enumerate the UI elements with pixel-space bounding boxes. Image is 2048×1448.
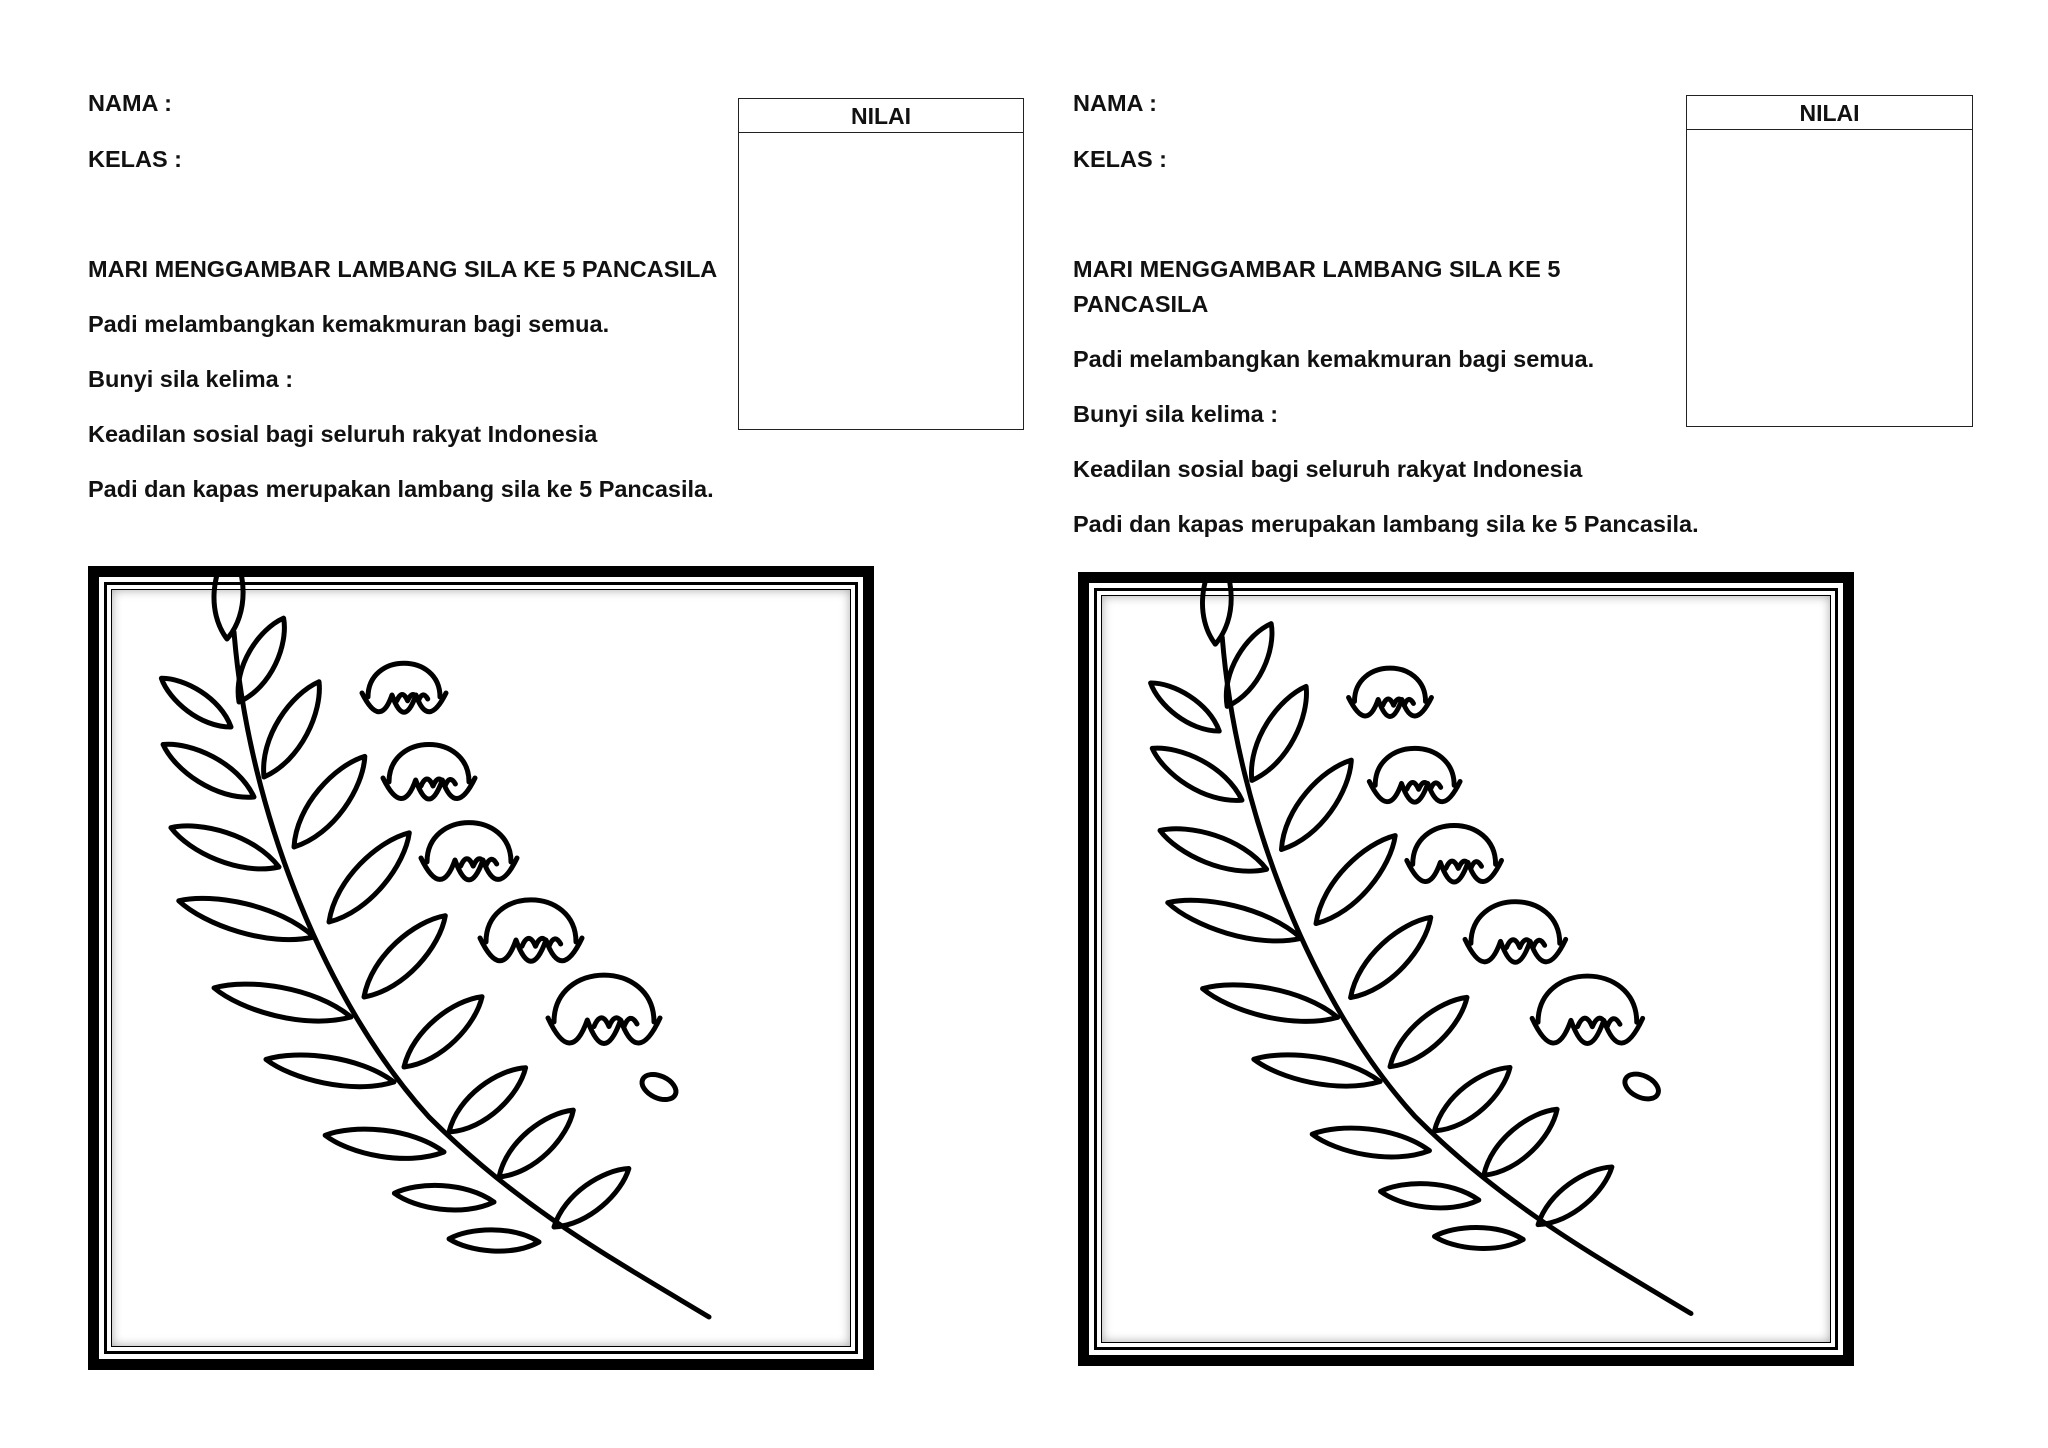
leaf-10 <box>1351 917 1431 997</box>
kelas-label: KELAS : <box>1073 146 1167 172</box>
nilai-box[interactable] <box>1686 95 1973 427</box>
cotton-boll-4 <box>480 900 582 961</box>
leaf-4 <box>264 682 320 777</box>
leaf-14 <box>449 1068 526 1132</box>
text-line-3: Keadilan sosial bagi seluruh rakyat Indonesia <box>1073 456 1583 482</box>
text-line-1: Padi melambangkan kemakmuran bagi semua. <box>1073 346 1595 372</box>
boll-outline <box>1407 825 1502 882</box>
text-line-4: Padi dan kapas merupakan lambang sila ke 5 Pancasila. <box>1073 511 1699 537</box>
leaf-8 <box>1316 836 1395 924</box>
leaf-10 <box>364 916 445 997</box>
cotton-boll-2 <box>1369 748 1460 802</box>
boll-outline <box>383 745 475 800</box>
boll-curl <box>1506 940 1544 948</box>
leaf-3 <box>1151 683 1220 731</box>
leaf-18 <box>1538 1167 1612 1225</box>
leaf-18 <box>554 1169 629 1227</box>
leaf-11 <box>214 984 351 1021</box>
cotton-boll-1 <box>1349 668 1432 716</box>
cotton-boll-3 <box>421 823 517 880</box>
leaf-2 <box>238 618 284 702</box>
boll-outline <box>480 900 582 961</box>
nama-label: NAMA : <box>1073 90 1157 116</box>
leaf-9 <box>1168 900 1301 941</box>
boll-curl <box>594 1018 637 1027</box>
worksheet-title: MARI MENGGAMBAR LAMBANG SILA KE 5 PANCASILA <box>88 256 718 282</box>
worksheet-title: MARI MENGGAMBAR LAMBANG SILA KE 5 PANCASILA <box>1073 256 1561 317</box>
boll-stem-nub <box>638 1069 680 1104</box>
nilai-label: NILAI <box>1687 96 1972 130</box>
leaf-7 <box>171 826 279 869</box>
cotton-boll-5 <box>548 975 660 1043</box>
leaf-17 <box>1381 1184 1479 1208</box>
leaf-15 <box>325 1129 444 1158</box>
boll-outline <box>1369 748 1460 802</box>
nilai-label: NILAI <box>739 99 1023 133</box>
boll-outline <box>548 975 660 1043</box>
leaf-9 <box>179 898 314 939</box>
text-line-2: Bunyi sila kelima : <box>1073 401 1279 427</box>
cotton-boll-3 <box>1407 825 1502 882</box>
boll-outline <box>1465 902 1566 963</box>
leaf-12 <box>1390 997 1467 1066</box>
leaf-2 <box>1226 624 1272 707</box>
leaf-11 <box>1203 985 1338 1022</box>
text-line-3: Keadilan sosial bagi seluruh rakyat Indonesia <box>88 421 598 447</box>
padi-stalk <box>1151 583 1691 1314</box>
nama-label: NAMA : <box>88 90 172 116</box>
text-line-4: Padi dan kapas merupakan lambang sila ke 5 Pancasila. <box>88 476 714 502</box>
leaf-12 <box>404 997 482 1067</box>
worksheet-right <box>988 0 1988 1448</box>
nilai-box[interactable] <box>738 98 1024 430</box>
kelas-label: KELAS : <box>88 146 182 172</box>
boll-outline <box>1532 976 1643 1044</box>
leaf-8 <box>329 833 409 922</box>
padi-kapas-icon <box>99 577 863 1359</box>
drawing-frame <box>1078 572 1854 1366</box>
leaf-4 <box>1251 686 1306 780</box>
cotton-boll-5 <box>1532 976 1643 1044</box>
padi-kapas-icon <box>1089 583 1843 1355</box>
boll-curl <box>1578 1018 1620 1027</box>
leaf-1 <box>214 577 243 639</box>
padi-stalk <box>161 577 709 1317</box>
leaf-16 <box>1484 1109 1557 1175</box>
leaf-13 <box>266 1055 394 1087</box>
leaf-14 <box>1434 1067 1510 1130</box>
leaf-6 <box>1281 760 1351 849</box>
leaf-15 <box>1312 1128 1429 1157</box>
leaf-19 <box>1434 1227 1523 1248</box>
text-line-1: Padi melambangkan kemakmuran bagi semua. <box>88 311 610 337</box>
boll-outline <box>362 663 446 712</box>
worksheet-left <box>0 0 1000 1448</box>
leaf-6 <box>294 756 365 847</box>
leaf-1 <box>1202 583 1231 644</box>
leaf-3 <box>161 678 231 727</box>
cotton-boll-2 <box>383 745 475 800</box>
leaf-5 <box>163 744 254 797</box>
boll-curl <box>522 938 561 946</box>
drawing-frame <box>88 566 874 1370</box>
leaf-13 <box>1254 1055 1380 1086</box>
boll-outline <box>1349 668 1432 716</box>
leaf-19 <box>449 1230 539 1251</box>
boll-stem-nub <box>1621 1069 1662 1104</box>
cotton-boll-1 <box>362 663 446 712</box>
leaf-7 <box>1160 829 1267 871</box>
boll-outline <box>421 823 517 880</box>
text-line-2: Bunyi sila kelima : <box>88 366 294 392</box>
leaf-16 <box>499 1110 573 1177</box>
leaf-5 <box>1152 748 1242 800</box>
cotton-boll-4 <box>1465 902 1566 963</box>
leaf-17 <box>394 1185 494 1210</box>
